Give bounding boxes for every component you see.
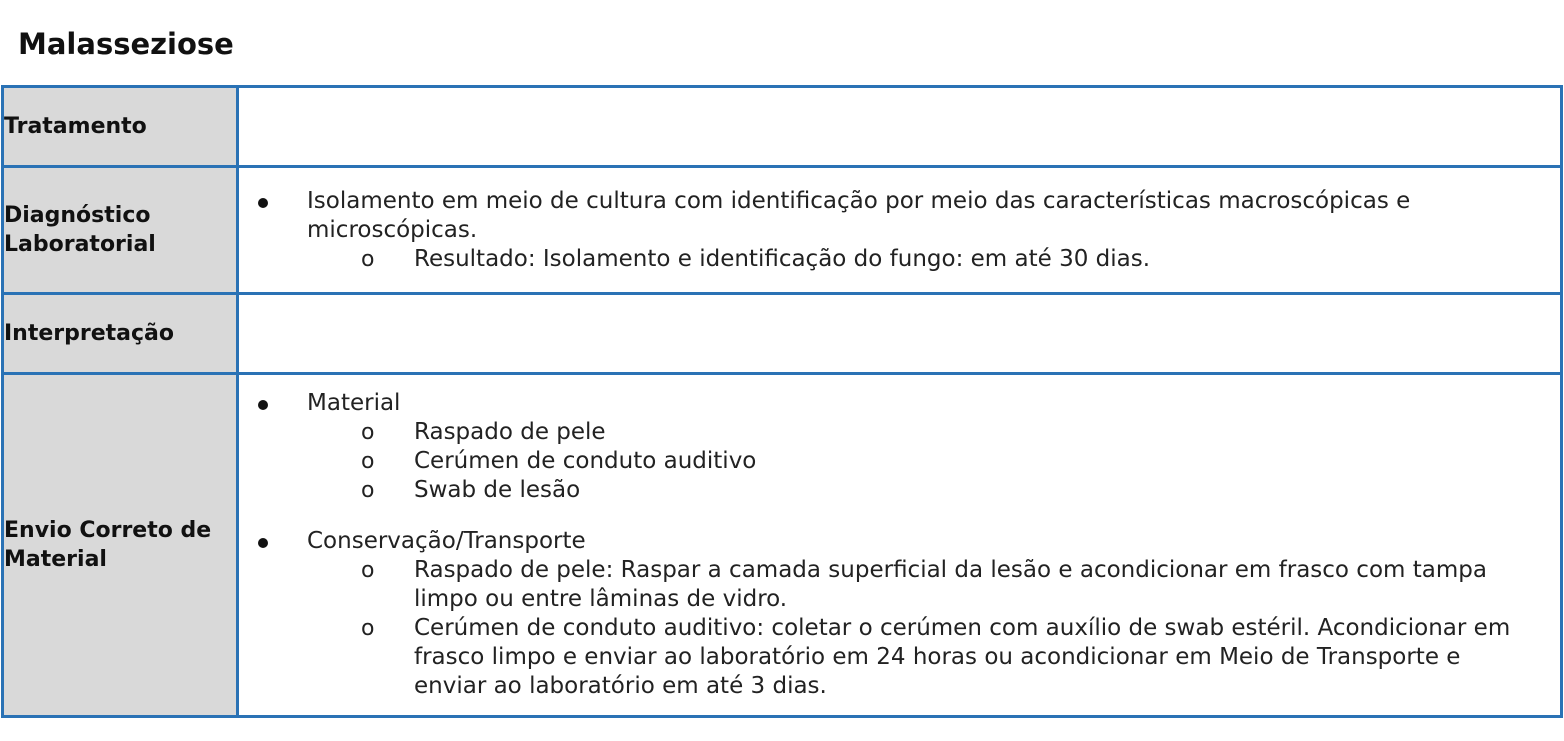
material-item: Swab de lesão [414,477,581,503]
circle-bullet-icon: o [361,478,375,503]
circle-bullet-icon: o [361,449,375,474]
row-interpretacao [3,294,1562,374]
sub-list [307,245,1540,274]
bullet-icon [258,538,268,548]
info-table [1,85,1563,718]
circle-bullet-icon: o [361,420,375,445]
conservacao-label: Conservação/Transporte [307,528,586,554]
sub-list-item [307,418,1540,447]
circle-bullet-icon: o [361,558,375,583]
label-envio: Envio Correto de Material [3,374,238,717]
row-tratamento [3,87,1562,167]
bullet-icon [258,198,268,208]
label-tratamento: Tratamento [3,87,238,167]
bullet-icon [258,400,268,410]
content-diagnostico [238,167,1562,294]
material-item: Cerúmen de conduto auditivo [414,448,757,474]
material-item: Raspado de pele [414,419,606,445]
content-envio [238,374,1562,717]
sub-list-item [307,614,1540,701]
page-title: Malasseziose [18,27,234,61]
sub-list-item [307,447,1540,476]
sub-list-item [307,476,1540,505]
label-diagnostico: Diagnóstico Laboratorial [3,167,238,294]
diagnostico-sub-text: Resultado: Isolamento e identificação do fungo: em até 30 dias. [414,245,1151,272]
content-tratamento [238,87,1562,167]
circle-bullet-icon: o [361,246,375,272]
list-item [239,389,1540,505]
row-diagnostico [3,167,1562,294]
material-sub-list [307,418,1540,505]
circle-bullet-icon: o [361,616,375,641]
sub-list-item [307,245,1540,274]
conservacao-item: Cerúmen de conduto auditivo: coletar o cerúmen com auxílio de swab estéril. Acondicionar em frasco limpo e enviar ao laboratório em 24 horas ou acondicionar em Meio de Transporte e enviar ao laboratório em até 3 dias. [414,615,1511,699]
material-label: Material [307,390,401,416]
conservacao-item: Raspado de pele: Raspar a camada superficial da lesão e acondicionar em frasco com tampa limpo ou entre lâminas de vidro. [414,557,1487,612]
list-item [239,187,1540,274]
content-interpretacao [238,294,1562,374]
list-item [239,527,1540,701]
row-envio [3,374,1562,717]
diagnostico-bullet-text: Isolamento em meio de cultura com identificação por meio das características macroscópicas e microscópicas. [307,187,1411,243]
label-interpretacao: Interpretação [3,294,238,374]
sub-list-item [307,556,1540,614]
conservacao-sub-list [307,556,1540,701]
